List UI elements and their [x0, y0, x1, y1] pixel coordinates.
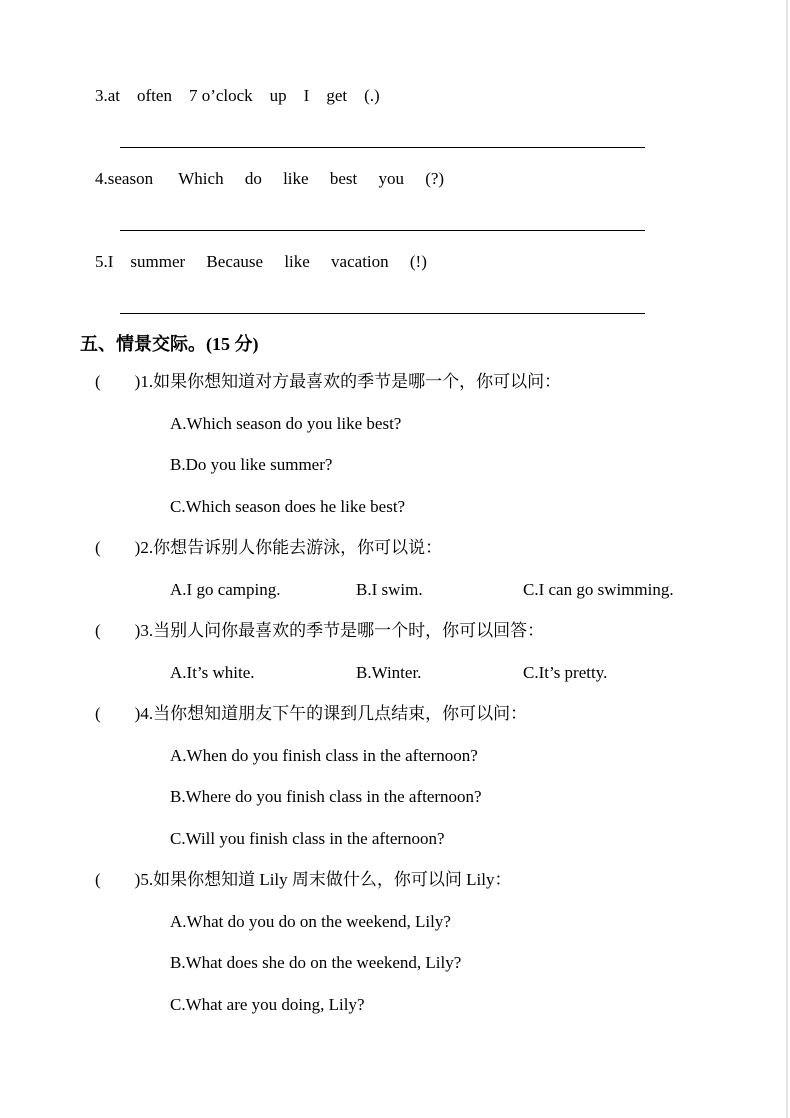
answer-line [120, 230, 645, 231]
option: B.I swim. [356, 579, 423, 599]
question-stem-line [95, 527, 690, 569]
question [95, 859, 690, 1025]
question [95, 693, 690, 859]
option: A.I go camping. [170, 579, 281, 599]
question [95, 361, 690, 527]
question-stem: 2.你想告诉别人你能去游泳，你可以说： [140, 538, 443, 557]
options-row [95, 569, 690, 611]
question-stem-line [95, 361, 690, 403]
option: C.Will you finish class in the afternoon? [170, 828, 445, 848]
answer-paren: ( ) [95, 538, 141, 557]
option: C.I can go swimming. [523, 579, 674, 599]
answer-paren: ( ) [95, 621, 141, 640]
question [95, 527, 690, 610]
option: B.Where do you finish class in the afternoon? [170, 787, 482, 806]
question-stem-line [95, 610, 690, 652]
question-stem: 5.如果你想知道 Lily 周末做什么，你可以问 Lily： [140, 870, 512, 889]
answer-paren: ( ) [95, 372, 141, 391]
questions-section [95, 361, 690, 1025]
option: C.It’s pretty. [523, 662, 608, 682]
option: A.It’s white. [170, 662, 255, 682]
rearrange-item [95, 84, 690, 148]
rearrange-item [95, 167, 690, 231]
question-stem-line [95, 859, 690, 901]
rearrange-item [95, 250, 690, 314]
question [95, 610, 690, 693]
option: C.What are you doing, Lily? [170, 994, 365, 1014]
answer-line [120, 313, 645, 314]
rearrange-item-text: 3.at often 7 o’clock up I get (.) [95, 86, 380, 105]
option: B.What does she do on the weekend, Lily? [170, 953, 462, 972]
option: A.Which season do you like best? [170, 413, 402, 433]
option: C.Which season does he like best? [170, 496, 406, 516]
question-stem: 4.当你想知道朋友下午的课到几点结束，你可以问： [140, 704, 528, 723]
option: A.What do you do on the weekend, Lily? [170, 911, 451, 931]
question-stem: 3.当别人问你最喜欢的季节是哪一个时，你可以回答： [140, 621, 545, 640]
answer-paren: ( ) [95, 704, 141, 723]
options-row [95, 652, 690, 694]
page-edge-line [786, 0, 788, 1118]
option: B.Winter. [356, 662, 422, 682]
rearrange-item-text: 5.I summer Because like vacation (!) [95, 252, 427, 271]
rearrange-item-text: 4.season Which do like best you (?) [95, 169, 445, 188]
question-stem: 1.如果你想知道对方最喜欢的季节是哪一个，你可以问： [140, 372, 562, 391]
answer-line [120, 147, 645, 148]
option: B.Do you like summer? [170, 455, 333, 474]
question-stem-line [95, 693, 690, 735]
section-title: 五、情景交际。(15 分) [80, 334, 259, 354]
option: A.When do you finish class in the afternoon? [170, 745, 478, 765]
answer-paren: ( ) [95, 870, 141, 889]
rearrange-section [95, 84, 690, 314]
